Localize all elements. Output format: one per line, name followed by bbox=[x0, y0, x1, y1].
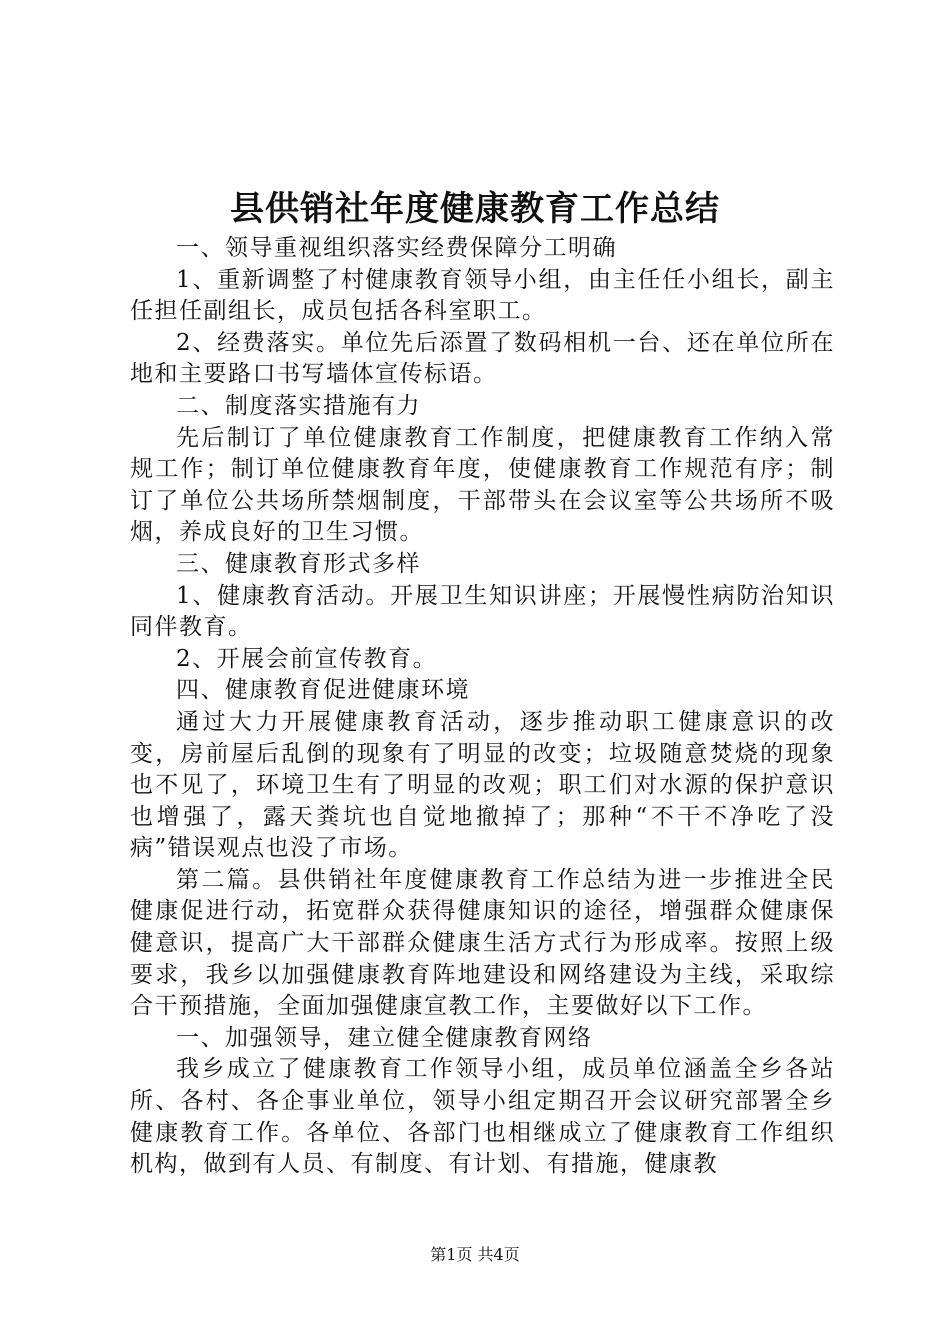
paragraph: 通过大力开展健康教育活动，逐步推动职工健康意识的改变，房前屋后乱倒的现象有了明显的改变；垃圾随意焚烧的现象也不见了，环境卫生有了明显的改观；职工们对水源的保护意识也增强了，露天粪坑也自觉地撤掉了；那种“不干不净吃了没病”错误观点也没了市场。 bbox=[130, 708, 835, 862]
paragraph: 先后制订了单位健康教育工作制度，把健康教育工作纳入常规工作；制订单位健康教育年度，使健康教育工作规范有序；制订了单位公共场所禁烟制度，干部带头在会议室等公共场所不吸烟，养成良好的卫生习惯。 bbox=[130, 424, 835, 546]
section-heading: 一、加强领导，建立健全健康教育网络 bbox=[176, 1024, 593, 1051]
paragraph: 2、经费落实。单位先后添置了数码相机一台、还在单位所在地和主要路口书写墙体宣传标语。 bbox=[130, 329, 835, 388]
section-heading: 二、制度落实措施有力 bbox=[176, 392, 421, 419]
paragraph: 我乡成立了健康教育工作领导小组，成员单位涵盖全乡各站所、各村、各企事业单位，领导小组定期召开会议研究部署全乡健康教育工作。各单位、各部门也相继成立了健康教育工作组织机构，做到有人员、有制度、有计划、有措施，健康教 bbox=[130, 1056, 835, 1178]
paragraph: 2、开展会前宣传教育。 bbox=[176, 645, 438, 672]
document-body bbox=[130, 233, 835, 1181]
section-heading: 四、健康教育促进健康环境 bbox=[176, 677, 470, 704]
section-heading: 三、健康教育形式多样 bbox=[176, 550, 421, 577]
section-heading: 一、领导重视组织落实经费保障分工明确 bbox=[176, 235, 617, 261]
page-footer: 第1页 共4页 bbox=[430, 1245, 520, 1264]
paragraph: 1、健康教育活动。开展卫生知识讲座；开展慢性病防治知识同伴教育。 bbox=[130, 582, 835, 641]
paragraph: 1、重新调整了村健康教育领导小组，由主任任小组长，副主任担任副组长，成员包括各科室职工。 bbox=[130, 266, 835, 325]
paragraph: 第二篇。县供销社年度健康教育工作总结为进一步推进全民健康促进行动，拓宽群众获得健康知识的途径，增强群众健康保健意识，提高广大干部群众健康生活方式行为形成率。按照上级要求，我乡以加强健康教育阵地建设和网络建设为主线，采取综合干预措施，全面加强健康宣教工作，主要做好以下工作。 bbox=[130, 866, 835, 1020]
document-title: 县供销社年度健康教育工作总结 bbox=[230, 189, 720, 229]
